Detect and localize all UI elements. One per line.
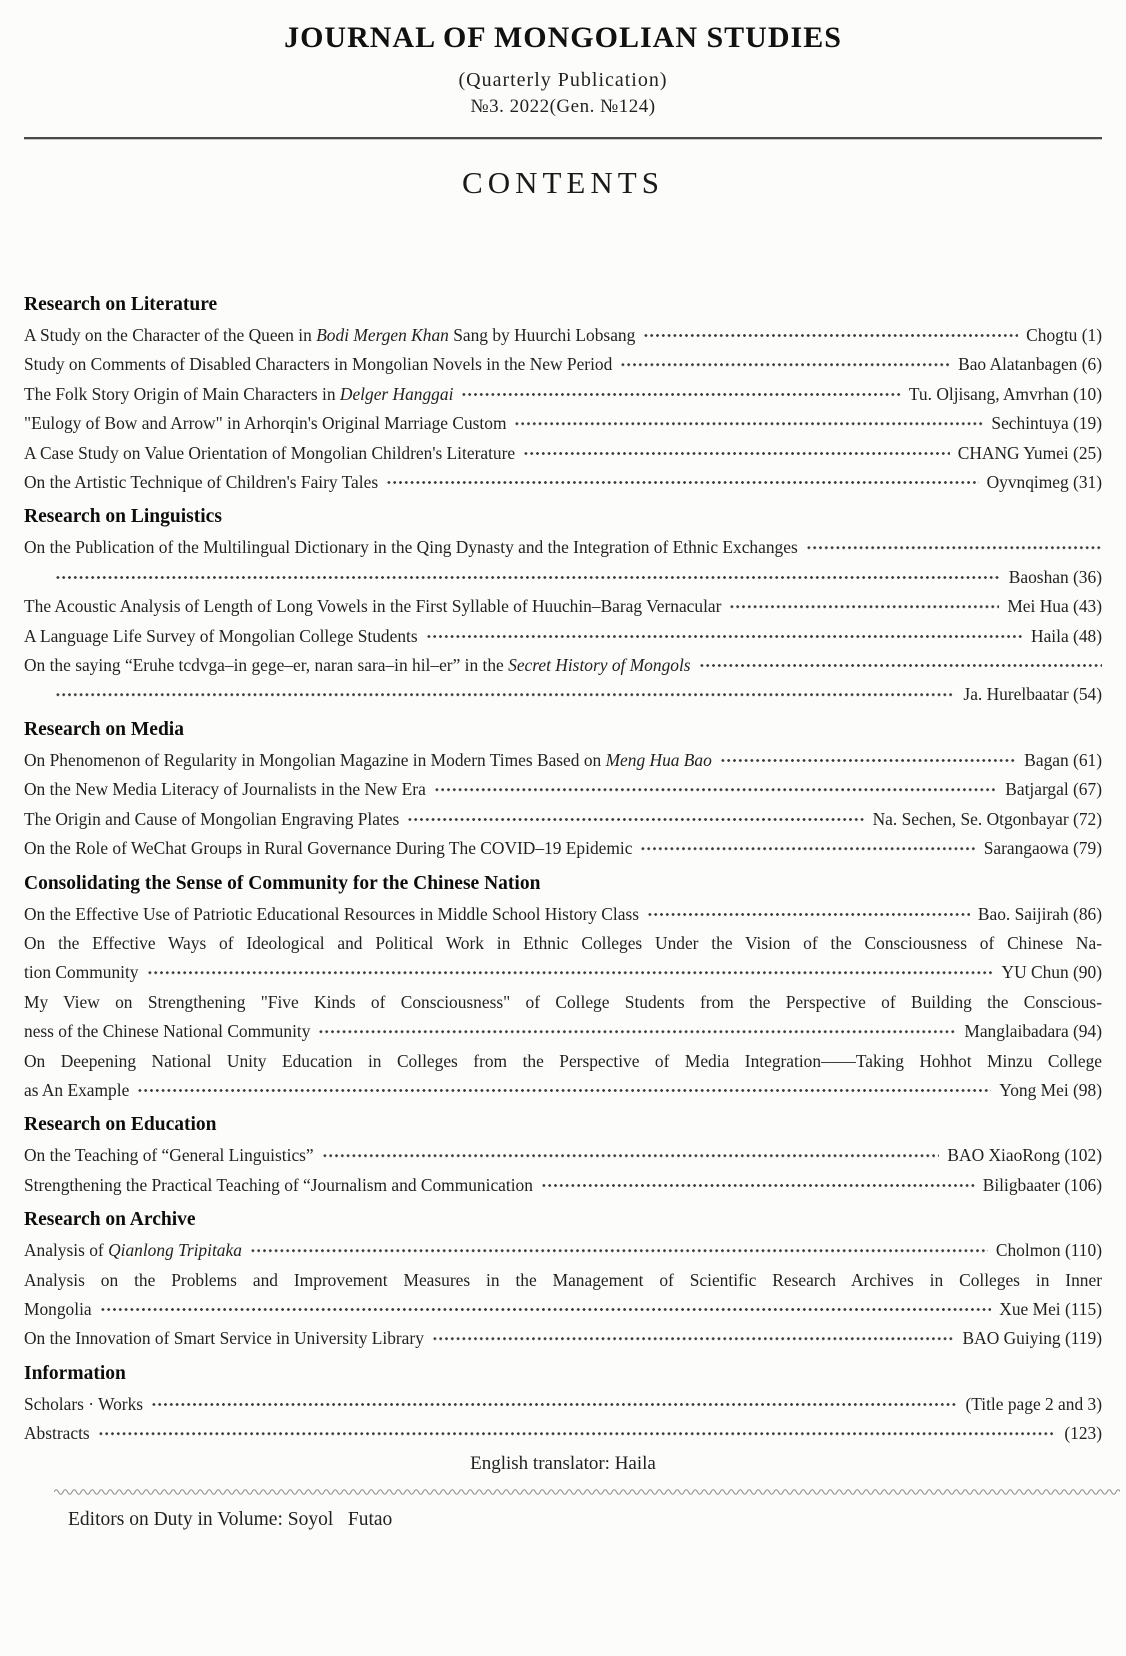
entry-title-text: The Origin and Cause of Mongolian Engraving Plates bbox=[24, 808, 400, 829]
entry-title bbox=[24, 988, 1102, 1017]
dot-leader bbox=[98, 1419, 1057, 1448]
entry-title bbox=[24, 746, 712, 775]
dot-leader bbox=[426, 622, 1023, 651]
entry-title bbox=[24, 1295, 92, 1324]
entry-title bbox=[24, 380, 453, 409]
translator-line: English translator: Haila bbox=[470, 1452, 656, 1474]
toc-line bbox=[24, 380, 1102, 409]
toc-line bbox=[24, 439, 1102, 468]
entry-title bbox=[24, 350, 612, 379]
toc-line bbox=[24, 746, 1102, 775]
dot-leader bbox=[434, 775, 997, 804]
dot-leader bbox=[432, 1324, 955, 1353]
entry-title bbox=[24, 929, 1102, 958]
entry-title bbox=[24, 1266, 1102, 1295]
entry-title-text: "Eulogy of Bow and Arrow" in Arhorqin's Original Marriage Custom bbox=[24, 413, 507, 434]
dot-leader bbox=[729, 592, 999, 621]
entry-title-italic: Delger Hanggai bbox=[339, 383, 454, 404]
toc-line bbox=[24, 834, 1102, 863]
toc-line bbox=[24, 775, 1102, 804]
entry-title-text: Analysis of bbox=[24, 1240, 109, 1261]
entry-author-page: Cholmon (110) bbox=[995, 1240, 1102, 1261]
toc-line bbox=[24, 533, 1102, 562]
entry-title-italic: Qianlong Tripitaka bbox=[108, 1240, 242, 1261]
entry-title bbox=[24, 1390, 143, 1419]
entry-author-page: Bao Alatanbagen (6) bbox=[958, 354, 1102, 375]
entry-author-page: Sechintuya (19) bbox=[991, 413, 1102, 434]
entry-title-text: A Case Study on Value Orientation of Mongolian Children's Literature bbox=[24, 442, 516, 463]
entry-title-text: Mongolia bbox=[24, 1298, 92, 1319]
wavy-divider bbox=[54, 1483, 1072, 1493]
dot-leader bbox=[806, 533, 1102, 562]
toc-line bbox=[24, 900, 1102, 929]
entry-title-text: On Phenomenon of Regularity in Mongolian Magazine in Modern Times Based on bbox=[24, 749, 606, 770]
dot-leader bbox=[55, 563, 1001, 592]
toc-line bbox=[24, 805, 1102, 834]
entry-title-text: The Folk Story Origin of Main Characters in bbox=[24, 383, 340, 404]
entry-title-text: On the Effective Use of Patriotic Educational Resources in Middle School History Class bbox=[24, 903, 639, 924]
dot-leader bbox=[647, 900, 970, 929]
entry-title-text: tion Community bbox=[24, 962, 139, 983]
entry-title bbox=[24, 1171, 533, 1200]
dot-leader bbox=[407, 805, 864, 834]
entry-title-text: My View on Strengthening "Five Kinds of Consciousness" of College Students from the Perspective of Building the Conscious- bbox=[24, 991, 1102, 1012]
publication-note: (Quarterly Publication) bbox=[458, 69, 668, 91]
entry-title-text: On the Innovation of Smart Service in University Library bbox=[24, 1328, 424, 1349]
section-heading: Research on Literature bbox=[24, 294, 218, 315]
toc-line bbox=[24, 1324, 1102, 1353]
entry-title bbox=[24, 1419, 90, 1448]
entry-title bbox=[24, 900, 639, 929]
issue-info: №3. 2022(Gen. №124) bbox=[470, 96, 656, 117]
entry-title bbox=[24, 1076, 129, 1105]
entry-author-page: (123) bbox=[1064, 1423, 1102, 1444]
dot-leader bbox=[250, 1236, 988, 1265]
entry-author-page: Baoshan (36) bbox=[1008, 566, 1102, 587]
dot-leader bbox=[620, 350, 950, 379]
toc-line bbox=[24, 1017, 1102, 1046]
entry-title bbox=[24, 1017, 310, 1046]
toc-line bbox=[24, 1236, 1102, 1265]
entry-title-text: On the Publication of the Multilingual Dictionary in the Qing Dynasty and the Integration of Ethnic Exchanges bbox=[24, 537, 798, 558]
section-heading: Research on Media bbox=[24, 718, 184, 740]
entry-author-page: Batjargal (67) bbox=[1005, 779, 1102, 800]
dot-leader bbox=[541, 1171, 975, 1200]
toc-line bbox=[24, 1266, 1102, 1295]
entry-title bbox=[24, 651, 691, 680]
dot-leader bbox=[322, 1141, 940, 1170]
entry-title-text: Study on Comments of Disabled Characters in Mongolian Novels in the New Period bbox=[24, 354, 613, 375]
entry-author-page: BAO Guiying (119) bbox=[962, 1328, 1102, 1349]
entry-title bbox=[24, 622, 418, 651]
entry-title-text: A Language Life Survey of Mongolian College Students bbox=[24, 625, 418, 646]
entry-author-page: Ja. Hurelbaatar (54) bbox=[963, 684, 1102, 705]
entry-author-page: Biligbaater (106) bbox=[982, 1174, 1102, 1195]
entry-author-page: Na. Sechen, Se. Otgonbayar (72) bbox=[872, 808, 1102, 829]
contents-title: CONTENTS bbox=[462, 165, 664, 200]
dot-leader bbox=[699, 651, 1102, 680]
dot-leader bbox=[318, 1017, 956, 1046]
dot-leader bbox=[100, 1295, 992, 1324]
entry-title bbox=[24, 1047, 1102, 1076]
entry-title-text: On the saying “Eruhe tcdvga–in gege–er, naran sara–in hil–er” in the bbox=[24, 655, 509, 676]
toc-line bbox=[24, 592, 1102, 621]
entry-author-page: Sarangaowa (79) bbox=[983, 838, 1102, 859]
dot-leader bbox=[55, 680, 955, 709]
entry-title bbox=[24, 468, 378, 497]
entry-title-text: Sang by Huurchi Lobsang bbox=[448, 325, 636, 345]
dot-leader bbox=[523, 439, 950, 468]
toc-line bbox=[24, 1171, 1102, 1200]
section-heading: Consolidating the Sense of Community for the Chinese Nation bbox=[24, 872, 541, 894]
dot-leader bbox=[151, 1390, 957, 1419]
entry-title bbox=[24, 439, 515, 468]
entry-title bbox=[24, 533, 798, 562]
entry-author-page: Manglaibadara (94) bbox=[964, 1021, 1102, 1042]
entry-title bbox=[24, 321, 635, 350]
entry-title-text: Strengthening the Practical Teaching of “Journalism and Communication bbox=[24, 1174, 533, 1195]
dot-leader bbox=[461, 380, 901, 409]
entry-author-page: Mei Hua (43) bbox=[1007, 596, 1102, 617]
entry-author-page: CHANG Yumei (25) bbox=[957, 442, 1102, 463]
entry-author-page: Tu. Oljisang, Amvrhan (10) bbox=[908, 383, 1102, 404]
dot-leader bbox=[137, 1076, 991, 1105]
entry-title-text: On the Teaching of “General Linguistics” bbox=[24, 1145, 314, 1166]
entry-author-page: Xue Mei (115) bbox=[999, 1298, 1102, 1319]
dot-leader bbox=[720, 746, 1016, 775]
section-heading: Research on Education bbox=[24, 1114, 217, 1136]
entry-title-text: On the Effective Ways of Ideological and Political Work in Ethnic Colleges Under the Vision of the Consciousness of Chinese Na- bbox=[24, 932, 1102, 953]
toc-line bbox=[24, 409, 1102, 438]
toc-line bbox=[24, 1076, 1102, 1105]
toc-line bbox=[24, 1141, 1102, 1170]
dot-leader bbox=[514, 409, 983, 438]
dot-leader bbox=[640, 834, 975, 863]
toc-line bbox=[24, 321, 1102, 350]
section-heading: Research on Linguistics bbox=[24, 506, 222, 528]
entry-title bbox=[24, 775, 426, 804]
header-rule bbox=[24, 137, 1102, 140]
entry-title-text: On the New Media Literacy of Journalists in the New Era bbox=[24, 779, 426, 800]
entry-title bbox=[24, 409, 506, 438]
toc-line bbox=[24, 680, 1102, 709]
toc-line bbox=[24, 1047, 1102, 1076]
entry-author-page: BAO XiaoRong (102) bbox=[947, 1145, 1102, 1166]
entry-title-text: as An Example bbox=[24, 1079, 130, 1100]
entry-author-page: Oyvnqimeg (31) bbox=[986, 472, 1102, 493]
toc-line bbox=[24, 958, 1102, 987]
dot-leader bbox=[147, 958, 994, 987]
section-heading: Information bbox=[24, 1362, 126, 1384]
entry-title-italic: Bodi Mergen Khan bbox=[316, 325, 449, 345]
entry-title-text: A Study on the Character of the Queen in bbox=[24, 325, 317, 345]
toc-line bbox=[24, 563, 1102, 592]
entry-title-text: The Acoustic Analysis of Length of Long Vowels in the First Syllable of Huuchin–Barag Vernacular bbox=[24, 596, 722, 617]
entry-author-page: Bao. Saijirah (86) bbox=[977, 903, 1102, 924]
entry-title-text: On the Role of WeChat Groups in Rural Governance During The COVID–19 Epidemic bbox=[24, 838, 633, 859]
entry-author-page: YU Chun (90) bbox=[1001, 962, 1102, 983]
dot-leader bbox=[643, 321, 1018, 350]
entry-title bbox=[24, 592, 721, 621]
journal-header bbox=[24, 0, 1102, 202]
entry-author-page: Haila (48) bbox=[1031, 625, 1102, 646]
toc-line bbox=[24, 350, 1102, 379]
entry-author-page: Yong Mei (98) bbox=[999, 1079, 1102, 1100]
contents-list bbox=[24, 289, 1102, 1449]
entry-author-page: Bagan (61) bbox=[1024, 749, 1102, 770]
wavy-divider-path bbox=[54, 1489, 1120, 1494]
entry-title-text: Abstracts bbox=[24, 1423, 90, 1444]
toc-line bbox=[24, 929, 1102, 958]
toc-line bbox=[24, 622, 1102, 651]
entry-title-text: On Deepening National Unity Education in Colleges from the Perspective of Media Integration——Taking Hohhot Minzu College bbox=[24, 1050, 1102, 1071]
entry-title bbox=[24, 805, 399, 834]
page-footer bbox=[24, 1451, 1102, 1533]
toc-line bbox=[24, 1419, 1102, 1448]
dot-leader bbox=[386, 468, 978, 497]
toc-line bbox=[24, 988, 1102, 1017]
editors-line: Editors on Duty in Volume: Soyol Futao bbox=[68, 1508, 393, 1530]
journal-title: JOURNAL OF MONGOLIAN STUDIES bbox=[284, 21, 842, 54]
entry-title bbox=[24, 1324, 424, 1353]
toc-line bbox=[24, 468, 1102, 497]
entry-title-text: Analysis on the Problems and Improvement Measures in the Management of Scientific Research Archives in Colleges in Inner bbox=[24, 1269, 1102, 1290]
entry-title-text: On the Artistic Technique of Children's Fairy Tales bbox=[24, 472, 379, 493]
entry-title bbox=[24, 1236, 242, 1265]
entry-title bbox=[24, 958, 139, 987]
section-heading: Research on Archive bbox=[24, 1209, 196, 1231]
toc-line bbox=[24, 1390, 1102, 1419]
toc-line bbox=[24, 651, 1102, 680]
entry-title-text: Scholars · Works bbox=[24, 1393, 144, 1414]
entry-title bbox=[24, 1141, 314, 1170]
entry-author-page: Chogtu (1) bbox=[1026, 325, 1102, 345]
entry-title-italic: Secret History of Mongols bbox=[508, 655, 691, 676]
entry-author-page: (Title page 2 and 3) bbox=[965, 1393, 1102, 1414]
entry-title-text: ness of the Chinese National Community bbox=[24, 1021, 311, 1042]
entry-title bbox=[24, 834, 632, 863]
entry-title-italic: Meng Hua Bao bbox=[605, 749, 712, 770]
toc-line bbox=[24, 1295, 1102, 1324]
